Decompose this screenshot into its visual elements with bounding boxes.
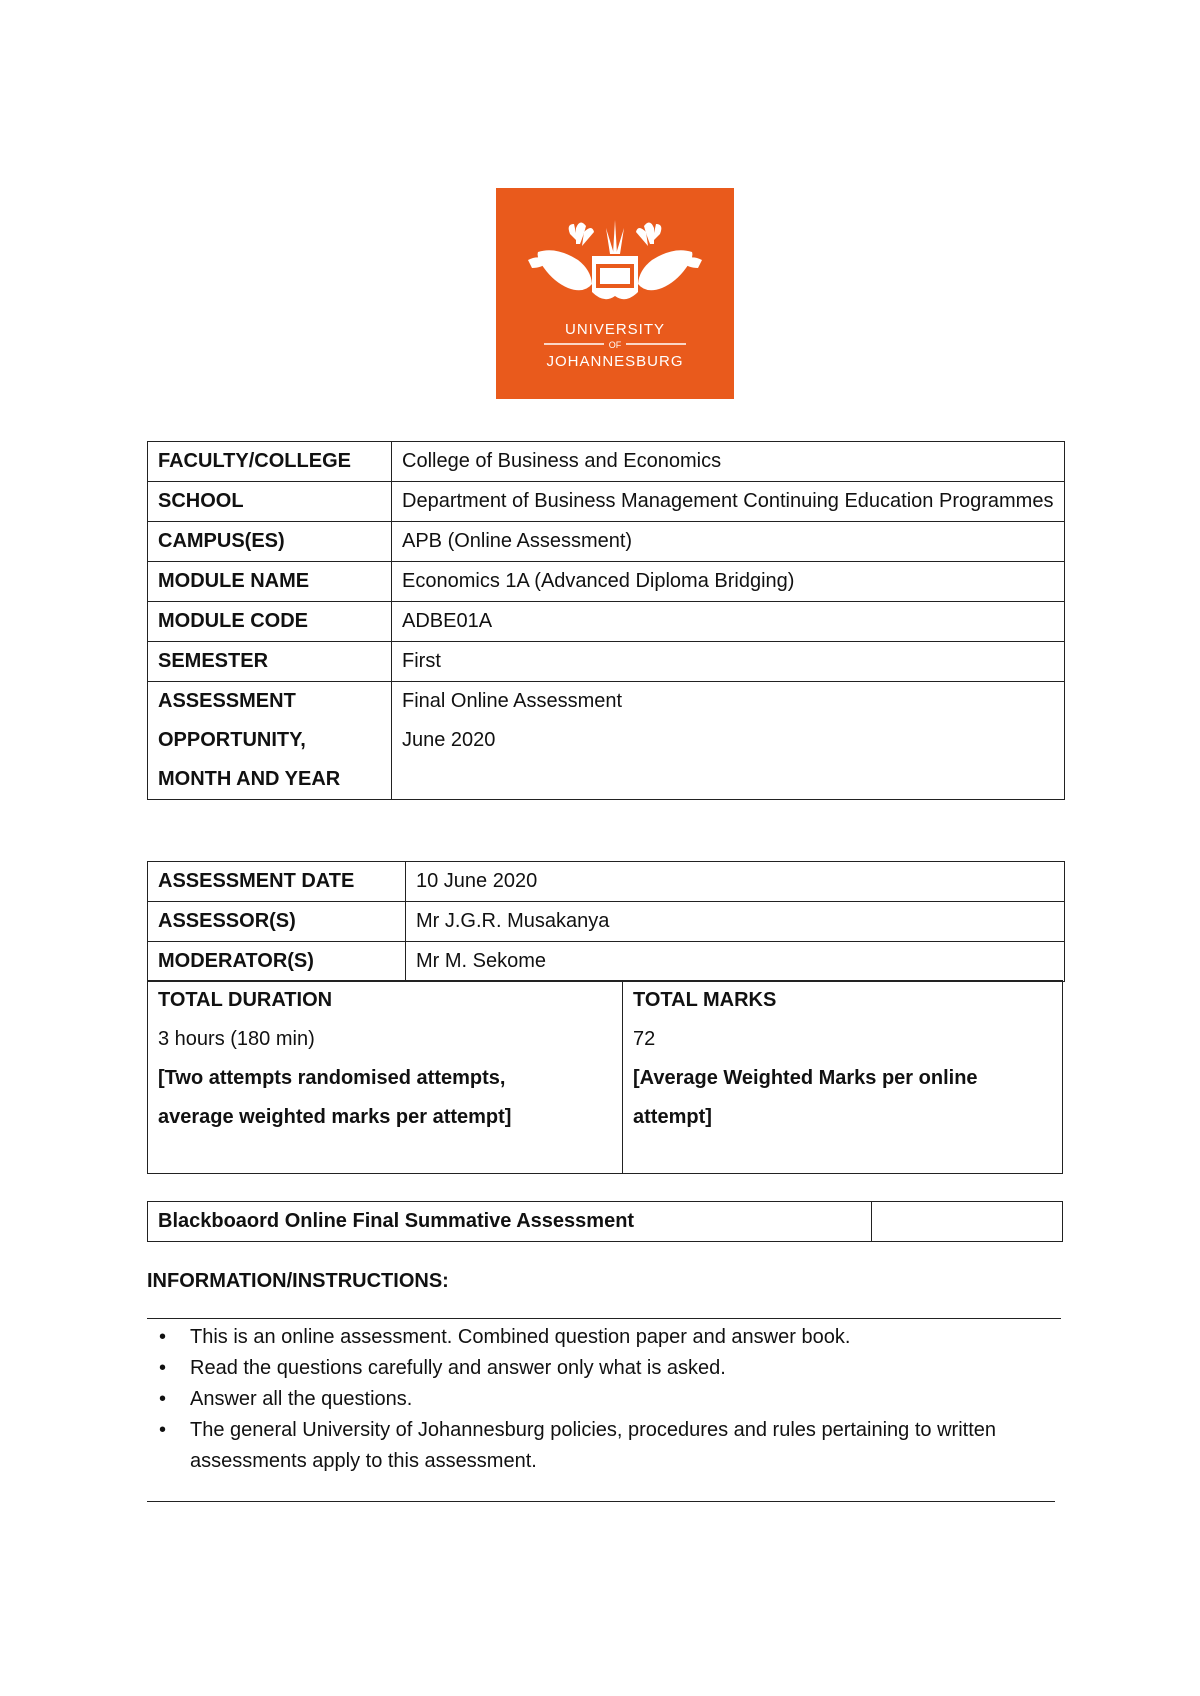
- assessment-opportunity-label: ASSESSMENT OPPORTUNITY, MONTH AND YEAR: [148, 682, 392, 800]
- campus-value: APB (Online Assessment): [392, 522, 1065, 562]
- university-logo: [496, 188, 734, 399]
- table-row: [148, 482, 1065, 522]
- total-duration-cell: [148, 981, 623, 1174]
- total-duration-value: 3 hours (180 min): [158, 1028, 315, 1050]
- table-row: [148, 602, 1065, 642]
- school-value: Department of Business Management Continuing Education Programmes: [392, 482, 1065, 522]
- instruction-text: Answer all the questions.: [190, 1388, 413, 1410]
- table-row: [148, 942, 1065, 982]
- school-label: SCHOOL: [148, 482, 392, 522]
- assessment-people-table: [147, 861, 1065, 982]
- moderator-value: Mr M. Sekome: [406, 942, 1065, 982]
- assessment-opportunity-line-1: Final Online Assessment: [402, 690, 623, 712]
- instructions-heading: INFORMATION/INSTRUCTIONS:: [147, 1270, 449, 1292]
- moderator-label: MODERATOR(S): [148, 942, 406, 982]
- assessor-value: Mr J.G.R. Musakanya: [406, 902, 1065, 942]
- table-row: [148, 1202, 1063, 1242]
- total-marks-cell: [623, 981, 1063, 1174]
- table-row: [148, 442, 1065, 482]
- assessment-opportunity-line-2: June 2020: [402, 729, 496, 751]
- table-row: [148, 981, 1063, 1174]
- assessment-date-value: 10 June 2020: [406, 862, 1065, 902]
- duration-marks-table: [147, 980, 1063, 1174]
- bullet-icon: •: [159, 1419, 167, 1441]
- assessment-opportunity-value: [392, 682, 1065, 800]
- logo-line-2: OF: [608, 340, 622, 350]
- faculty-value: College of Business and Economics: [392, 442, 1065, 482]
- campus-label: CAMPUS(ES): [148, 522, 392, 562]
- assessor-label: ASSESSOR(S): [148, 902, 406, 942]
- semester-label: SEMESTER: [148, 642, 392, 682]
- table-row: [148, 562, 1065, 602]
- module-code-label: MODULE CODE: [148, 602, 392, 642]
- table-row: [148, 642, 1065, 682]
- table-row: [148, 862, 1065, 902]
- assessment-date-label: ASSESSMENT DATE: [148, 862, 406, 902]
- bullet-icon: •: [159, 1388, 167, 1410]
- list-item: [159, 1384, 1090, 1415]
- list-item: [159, 1353, 1090, 1384]
- assessment-type-value: Blackboaord Online Final Summative Assessment: [148, 1202, 872, 1242]
- table-row: [148, 682, 1065, 800]
- instruction-text: Read the questions carefully and answer only what is asked.: [190, 1357, 726, 1379]
- instruction-text: The general University of Johannesburg policies, procedures and rules pertaining to written assessments apply to this assessment.: [190, 1419, 997, 1472]
- instructions-list: [147, 1322, 1090, 1477]
- module-code-value: ADBE01A: [392, 602, 1065, 642]
- total-marks-value: 72: [633, 1028, 656, 1050]
- list-item: [159, 1415, 1090, 1477]
- module-name-value: Economics 1A (Advanced Diploma Bridging): [392, 562, 1065, 602]
- list-item: [159, 1322, 1090, 1353]
- bullet-icon: •: [159, 1326, 167, 1348]
- module-name-label: MODULE NAME: [148, 562, 392, 602]
- logo-emblem-icon: [496, 188, 734, 399]
- logo-line-1: UNIVERSITY: [564, 321, 666, 338]
- total-marks-heading: TOTAL MARKS: [633, 989, 777, 1011]
- assessment-type-blank-cell: [872, 1202, 1063, 1242]
- assessment-type-table: [147, 1201, 1063, 1242]
- semester-value: First: [392, 642, 1065, 682]
- divider: [147, 1318, 1061, 1319]
- table-row: [148, 522, 1065, 562]
- module-details-table: [147, 441, 1065, 800]
- table-row: [148, 902, 1065, 942]
- total-duration-heading: TOTAL DURATION: [158, 989, 333, 1011]
- logo-line-3: JOHANNESBURG: [546, 353, 684, 370]
- total-duration-note: [Two attempts randomised attempts, average weighted marks per attempt]: [158, 1067, 512, 1128]
- faculty-label: FACULTY/COLLEGE: [148, 442, 392, 482]
- bullet-icon: •: [159, 1357, 167, 1379]
- divider: [147, 1501, 1055, 1502]
- total-marks-note: [Average Weighted Marks per online attempt]: [633, 1067, 978, 1128]
- instruction-text: This is an online assessment. Combined question paper and answer book.: [190, 1326, 851, 1348]
